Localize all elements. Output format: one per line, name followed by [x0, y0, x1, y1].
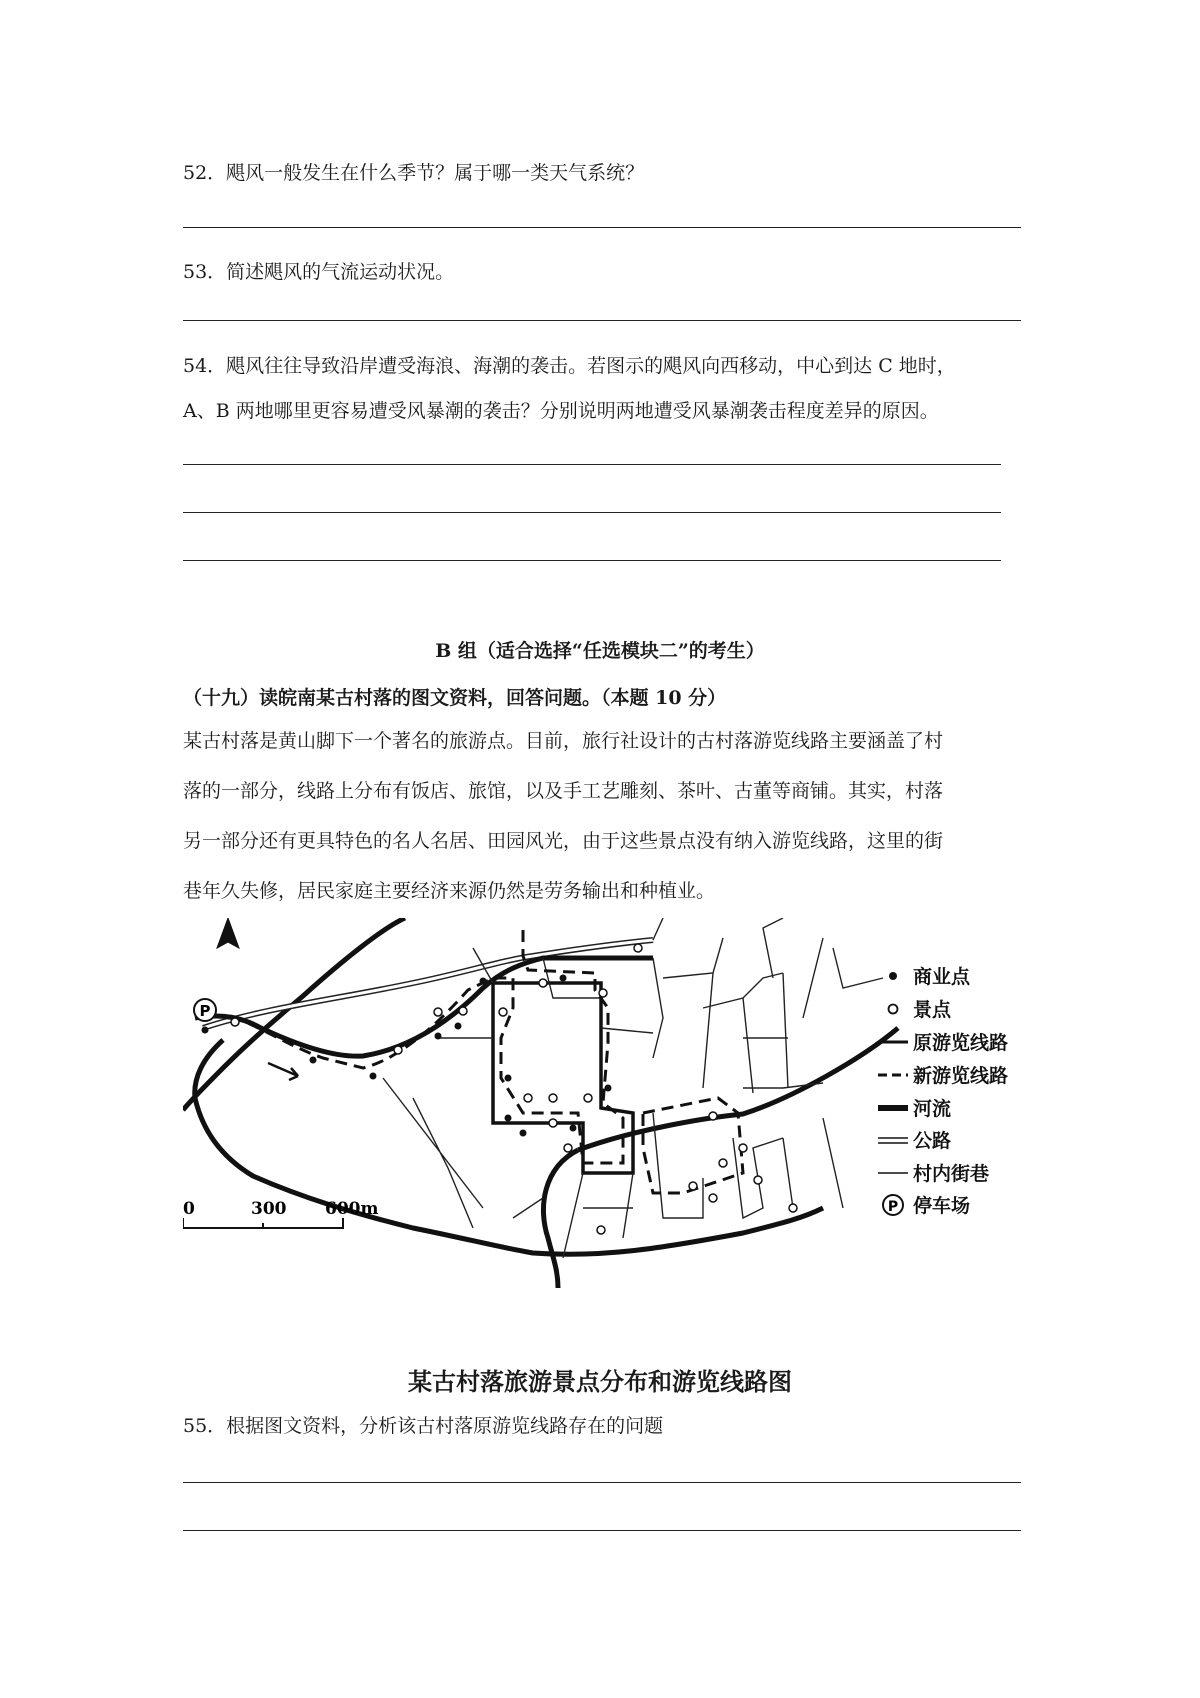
paragraph-line: 另一部分还有更具特色的名人名居、田园风光，由于这些景点没有纳入游览线路，这里的街	[183, 830, 944, 852]
parking-label: P	[887, 1199, 899, 1215]
paragraph-line: 巷年久失修，居民家庭主要经济来源仍然是劳务输出和种植业。	[183, 880, 716, 902]
answer-line-52[interactable]	[183, 227, 1021, 228]
paragraph-line: 某古村落是黄山脚下一个著名的旅游点。目前，旅行社设计的古村落游览线路主要涵盖了村	[183, 730, 944, 752]
legend-label: 村内街巷	[913, 1163, 990, 1185]
question-54-line1: 54．飓风往往导致沿岸遭受海浪、海潮的袭击。若图示的飓风向西移动，中心到达 C 地时，	[183, 355, 956, 377]
section-b-heading: （十九）读皖南某古村落的图文资料，回答问题。（本题 10 分）	[183, 687, 727, 709]
north-arrow-icon	[217, 918, 239, 948]
scale-label: 600m	[325, 1199, 379, 1219]
route-arrow-icon	[268, 1063, 298, 1080]
star-icon	[889, 1005, 898, 1014]
paragraph-line: 落的一部分，线路上分布有饭店、旅馆，以及手工艺雕刻、茶叶、古董等商铺。其实，村落	[183, 780, 944, 802]
legend-label: 新游览线路	[913, 1065, 1009, 1087]
question-52: 52．飓风一般发生在什么季节？属于哪一类天气系统？	[183, 162, 645, 184]
section-b-paragraph	[183, 716, 1023, 916]
legend-label: 停车场	[913, 1195, 971, 1217]
new-route	[643, 1098, 743, 1193]
legend-label: 景点	[913, 999, 952, 1021]
parking-icon	[194, 999, 216, 1021]
scale-label: 0	[183, 1199, 195, 1219]
legend-label: 原游览线路	[913, 1032, 1009, 1054]
legend-label: 商业点	[913, 966, 971, 988]
answer-line-54-1[interactable]	[183, 464, 1001, 465]
answer-line-54-2[interactable]	[183, 512, 1001, 513]
legend-label: 河流	[913, 1098, 952, 1120]
scale-label: 300	[251, 1199, 287, 1219]
answer-line-54-3[interactable]	[183, 560, 1001, 561]
village-map	[183, 918, 1033, 1338]
commercial-points	[199, 975, 612, 1137]
legend-item	[889, 965, 971, 988]
question-54-line2: A、B 两地哪里更容易遭受风暴潮的袭击？分别说明两地遭受风暴潮袭击程度差异的原因。	[183, 400, 939, 422]
map-legend-items	[878, 965, 1008, 1217]
original-route	[493, 983, 633, 1173]
legend-item	[889, 998, 953, 1021]
new-route	[231, 928, 623, 1163]
parking-icon	[883, 1195, 903, 1215]
question-55: 55．根据图文资料，分析该古村落原游览线路存在的问题	[183, 1415, 664, 1437]
answer-line-55-1[interactable]	[183, 1482, 1021, 1483]
river	[578, 1028, 898, 1150]
parking-label: P	[199, 1002, 211, 1020]
legend-item	[878, 1162, 989, 1185]
legend-label: 公路	[913, 1130, 952, 1152]
legend-item	[878, 1097, 951, 1120]
double-line-icon	[878, 1138, 908, 1143]
legend-item	[878, 1064, 1008, 1087]
section-b-title: B 组（适合选择“任选模块二”的考生）	[435, 640, 765, 662]
dot-icon	[889, 972, 897, 980]
answer-line-53[interactable]	[183, 320, 1021, 321]
answer-line-55-2[interactable]	[183, 1530, 1021, 1531]
legend-item	[878, 1031, 1008, 1054]
scale-bar	[183, 1199, 378, 1228]
legend-item	[883, 1194, 970, 1217]
question-53: 53．简述飓风的气流运动状况。	[183, 261, 455, 283]
map-caption: 某古村落旅游景点分布和游览线路图	[408, 1368, 792, 1396]
legend-item	[878, 1129, 951, 1152]
